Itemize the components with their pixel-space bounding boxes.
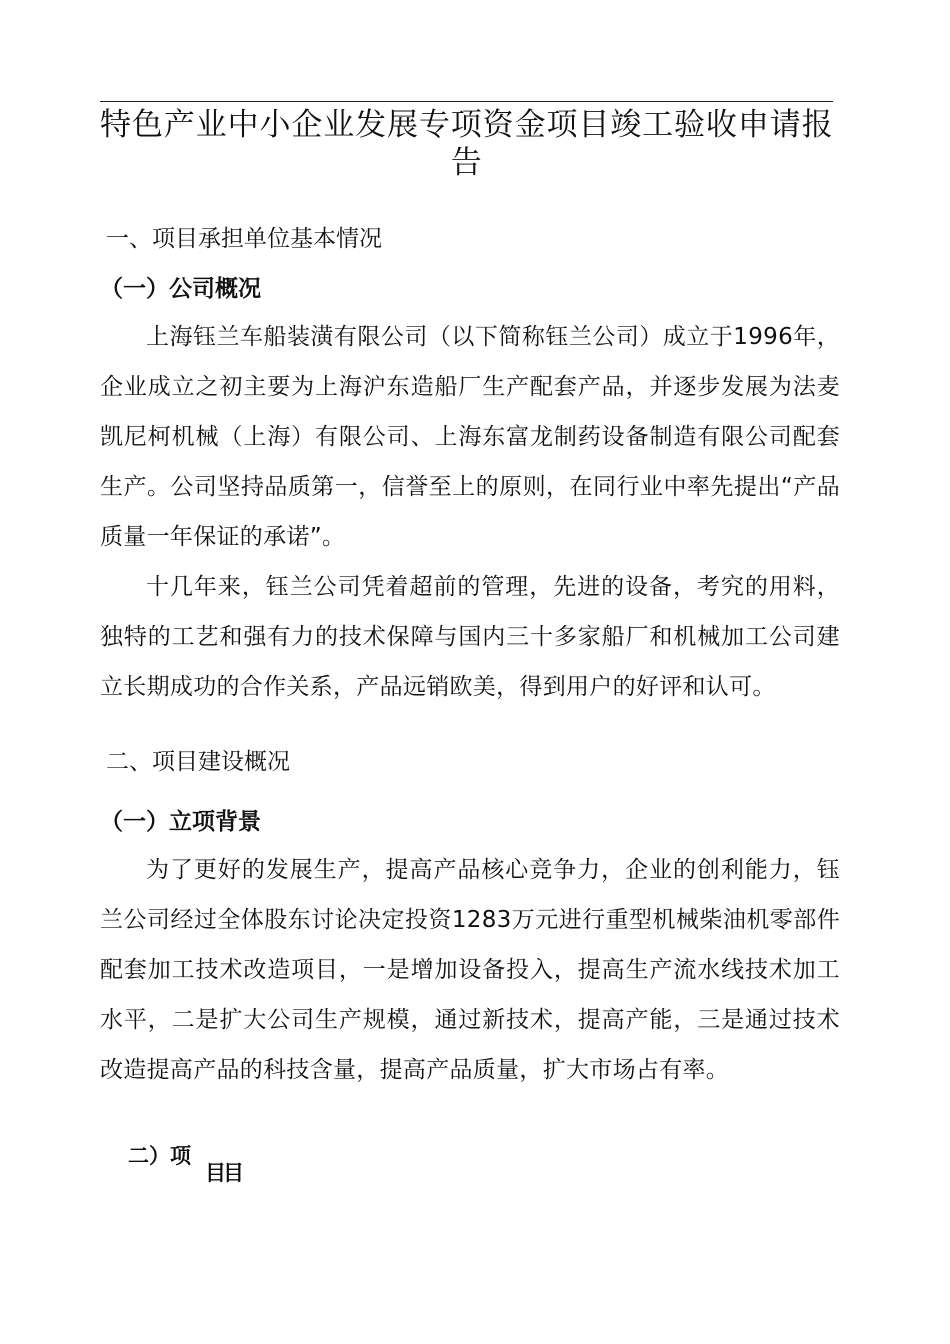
section-2-sub-2-heading-fragment: 二）项 [128, 1144, 191, 1168]
project-background-paragraph: 为了更好的发展生产，提高产品核心竞争力，企业的创利能力，钰兰公司经过全体股东讨论决定投资1283万元进行重型机械柴油机零部件配套加工技术改造项目，一是增加设备投入，提高生产流水线技术加工水平，二是扩大公司生产规模，通过新技术，提高产能，三是通过技术改造提高产品的科技含量，提高产品质量，扩大市场占有率。 [100, 857, 840, 1083]
section-2-sub-1-heading: （一）立项背景 [100, 809, 261, 835]
company-overview-paragraph-1: 上海钰兰车船装潢有限公司（以下简称钰兰公司）成立于1996年，企业成立之初主要为上海沪东造船厂生产配套产品，并逐步发展为法麦凯尼柯机械（上海）有限公司、上海东富龙制药设备制造有限公司配套生产。公司坚持品质第一，信誉至上的原则，在同行业中率先提出“产品质量一年保证的承诺”。 [100, 324, 840, 550]
section-2-sub-2-heading-fragment-overflow: 目目 [205, 1161, 241, 1185]
section-1-heading: 一、项目承担单位基本情况 [106, 226, 382, 252]
title-top-rule [100, 101, 833, 102]
section-2-heading: 二、项目建设概况 [106, 749, 290, 775]
section-1-sub-1-heading: （一）公司概况 [100, 276, 261, 302]
document-title: 特色产业中小企业发展专项资金项目竣工验收申请报告 [100, 107, 833, 181]
company-overview-paragraph-2: 十几年来，钰兰公司凭着超前的管理，先进的设备，考究的用料，独特的工艺和强有力的技术保障与国内三十多家船厂和机械加工公司建立长期成功的合作关系，产品远销欧美，得到用户的好评和认可。 [100, 574, 840, 700]
